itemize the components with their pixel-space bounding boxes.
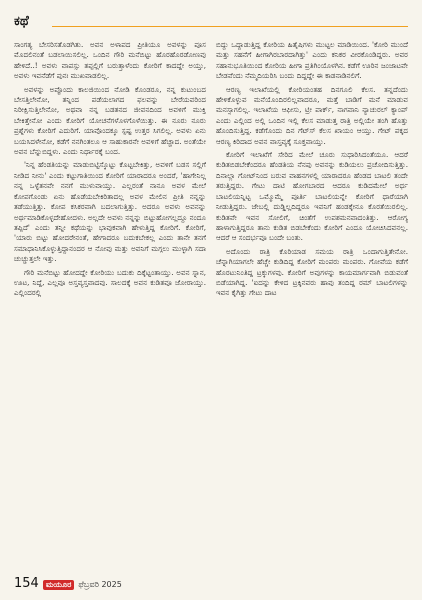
paragraph: ಅವಳನ್ನು ಅಪ್ಪೊಂದು ಕಾಲಜಿಯಿಂದ ನೋಡಿ ಕೊಂಡರೂ, ನನ್ನ ಕುಟುಂಬದ ಬೇಸತ್ತಿಲೇನೋ, ತನ್ನಿಂದ ಪಡೆಯಲಾಗದ ಫಲವನ್ನು ಬೇರೆಯವರಿಂದ ನಿರೀಕ್ಷಿಸುತ್ತಿಲೇನೋ, ಅಥವಾ ನನ್ನ ಬಡತನದ ಜೀವನದಿಂದ ಅವಳಿಗೆ ಮುಕ್ತಿ ಬೇಕಿತ್ತೇನೋ ಎಂದು ಕೋರಿಗೆ ಯೋಚನೆಗಳೊಳಗೊಳೆಯಿತ್ತು. ಈ ನೂರು ನೂರು ಪ್ರಶ್ನೆಗಳು ಕೋರಿಗೆ ಎದುರಿಗೆ. ಯಾವೊಂದಕ್ಕೂ ಸ್ಪಷ್ಟ ಉತ್ತರ ಸಿಗಲಿಲ್ಲ. ಅವಳು ಏನು ಬಯಸಿದಳೇನೋ, ಕಡೆಗೆ ನನಗಿಂತಲೂ ಆ ಸಾಹುಕಾರನೇ ಅವಳಿಗೆ ಹೆಚ್ಚಾದ. ಅಂತೆಯೇ ಅವನ ಬೆನ್ನುಬಿದ್ದಳು. ಎಂದು ನಿರ್ಧಾರಕ್ಕೆ ಬಂದ.: [14, 84, 206, 157]
header-divider: [52, 26, 408, 27]
paragraph: ಬಿದ್ದು ಒದ್ದಾಡುತ್ತಿದ್ದ ಕೋರಿಯ ಹಿತೈಷಿಗಳು ಮುಟ್ಟಲ ಮಾಡಿಯಿಂದ. 'ಕೋರಿ ಮುಂದೆ ಮತ್ತು ಸಹನೆಗೆ ಹೀಗಾಗಿರಬಾರದಾಗಿತ್ತು' ಎಂದು ಕನಿಕರ ವೀರಕೊಂಡಿದ್ದರು. ಅವರ ಸಹಾನುಭೂತಿಯಿಂದ ಕೋರಿಯ ಹೀಗಾ ಪ್ರತಿಗಿಂಯೊಳಗಿನ. ಕಡೆಗೆ ಊರಿನ ಜಂಜಾಟವೇ ಬೇಡವೆಂದು ನೆಮ್ಮದಿಯರಿಸಿ ಬಂದು ದಿದ್ದದ್ದೇ ಈ ಕಾಡನಾಡಿನಲಿಗೆ.: [216, 40, 408, 81]
paragraph: ಗೌರಿ ಮನೆಬಿಟ್ಟು ಹೋದದ್ದೇ ಕೋರಿಯು ಬದುಕು ದಿಕ್ಕೆಟ್ಟಂತಾಯ್ತು. ಅವನ ಸ್ನಾನ, ಊಟ, ನಿದ್ದೆ, ಎಲ್ಲವೂ ಅಸ್ತವ್ಯಸ್ತವಾದವು. ಸಾಲದಕ್ಕೆ ಅವನ ಕುಡಿತವೂ ಜೋರಾಯ್ತು. ಎಲ್ಲಿಂದರಲ್ಲಿ: [14, 267, 206, 298]
paragraph: ಸಾಂಗತ್ಯ ಬೇಸರಿಸತೊಡಗಿತು. ಅವನ ಅಳಾಪದ ಪ್ರೀತಿಯೂ ಅವಳನ್ನು ಪೂಸ ಮೊದಲಿನಂತೆ ಬಡಲಾಯಿಸಲಿಲ್ಲ. ಒಂದಿನ ಗೌರಿ ಮನೆಬಿಟ್ಟು ಹೊರಹೊರಡೋಣವು ಹೇಳಿದೆ..! ಅವಳು ವಾಪಸ್ಸು ತಪ್ಪಲ್ಲಿಗೆ ಬರುತ್ತಾಳೆಂದು ಕೋರಿಗೆ ಕಾದದ್ದೇ ಅಯ್ತು, ಅವಳು ಇವನೆಡೆಗೆ ಪುನಃ ಮುಖವಾಡಲಿಲ್ಲ.: [14, 40, 206, 81]
issue-date: ಫೆಬ್ರವರಿ 2025: [78, 580, 122, 589]
page-header: [14, 14, 408, 36]
magazine-logo: ಮಯೂರ: [43, 580, 75, 590]
left-column: [14, 40, 206, 572]
paragraph: ಅದೊಂದು ರಾತ್ರಿ ಕೊರಿಯಾಡ ಸಮಯ ರಾತ್ರಿ ಒಂದಾಗುತ್ತಿತೇನೋ. ಚೆನ್ನಾಗಿಯಾಗಲೇ ಹೆಚ್ಚೇ ಕುಡಿದಿದ್ದ ಕೋರಿಗೆ ಮಂಪರು ಮಂಪರು. ಗೋವೆಯ ಕಡೆಗೆ ಹೊರಟುನಿಂತಿದ್ದ ಟ್ರಕ್ಕುಗಳವು. ಕೋರಿಗೆ ಅವುಗಳನ್ನು ಕಾಯಮಾರ್ಗವಾಗಿ ಬಿಡುವಂತೆ ಬಿಡೆಯಾಗಿದ್ದ. 'ಐದನ್ನು ಕೇಳಿದ ಟ್ರಕ್ಕಿನವರು ಹಾವು ತಂದಿದ್ದ ರಮ್ ಬಾಟಲಿಗಳನ್ನು ಇವನ ಕೈಗಿತ್ತು ಗೇಟು ದಾಟ: [216, 246, 408, 298]
paragraph: ಆರಣ್ಯ ಇಲಾಖೆಯಲ್ಲಿ ಕೋರಿಯಂತಹ ದಿನಗೂಲಿ ಕೆಲಸ. ತನ್ನದೆಂದು ಹೇಳಿಕೊಳ್ಳುವ ಮನೆಯೊಂದಿರಲಿಲ್ಲವಾದರೂ, ಮತ್ತೆ ಬಾಡಿಗೆ ಮನೆ ಮಾಡುವ ಮನಸ್ಸಾಗಲಿಲ್ಲ. ಇಲಾಖೆಯ ಆಫೀಸು, ಟ್ರೀ ಪಾರ್ಕ್, ನಾಗವಾನಿ ನ್ಯಾಚುರಲ್ ಕ್ಯಾಂಪ್ ಎಂದು ಎಲ್ಲಿಂದ ಅಲ್ಲಿ ಒಂದಿನ ಇಲ್ಲಿ ಕೆಲಸ ಮಾಡುತ್ತ ರಾತ್ರಿ ಅಲ್ಲಿಯೇ ತಂಗಿ ಹೊತ್ತು ಹೊಂದಿಸುತ್ತಿದ್ದ. ಕಡೆಗೊಂದು ದಿನ ಗೆಟ್‌ಸ್ ಕೆಲಸ ಖಾಯಂ ಆಯ್ತು. ಗೇಟ್ ಪಕ್ಕದ ಆರಣ್ಯ ಕಿರಿದಾದ ಅವನ ವಾಸ್ತವ್ಯಕ್ಕೆ ಸೂಕ್ತವಾಯ್ತು.: [216, 84, 408, 146]
paragraph: 'ನಿನ್ನ ಹೆಂಡತಿಯನ್ನು ಮಾಡುಬಿಟ್ಟಿಸ್ಕೊಟ್ಟು ಕೊಟ್ಟಬೇಕಿತ್ತು, ಅವಳಿಗೆ ಬಡಸ ಸಲ್ಲಿಗೆ ನೀಡಿದ ನೀನು' ಎಂದು ಕಟ್ಟುಗಾತಿಯಿಂದ ಕೋರಿಗೆ ಯಾರಾದರೂ ಅಂದರೆ, 'ಹಾಗೇನಿಲ್ಲ ನನ್ನ ಒಳ್ಳೆತನವೇ ನನಗೆ ಮುಳುವಾಯ್ತು. ಎಲ್ಲರಂತೆ ನಾನೂ ಅವಳ ಮೇಲೆ ಕೋಪಗೊಂಡು ಏನು ಹೊಡೆಯಬೇಕಿರಿತಾದಲ್ಲ ಅವಳ ಮೇಲಿನ ಪ್ರೀತಿ ನನ್ನನ್ನು ತಡೆಯುತ್ತಿತ್ತು. ಕೋಪ ಕಸಿಕರವಾಗಿ ಬದಲಾಗುತ್ತಿತ್ತು. ಅದರೂ ಅವಳು ಅವನನ್ನು ಅರ್ಥಮಾಡಿಕೊಳ್ಳದೇಹೋದಳು. ಅಲ್ಲದೇ ಅವಳು ನನ್ನನ್ನು ಬಿಟ್ಟುಹೋಗಲ್ಲದ್ದೂ ನಂದೂ ತಪ್ಪಿದೆ' ಎಂದು ತನ್ನೀ ಕಥೆಯನ್ನು ಭಾವುಕವಾಗಿ ಹೇಳುತ್ತಿದ್ದ ಕೋರಿಗೆ. ಕೋರಿಗೆ, 'ಯಾರು ಬಿಟ್ಟು ಹೋದರೇನಂತೆ, ಹೇಗಾದರೂ ಬದುಕಬೇಕಲ್ಲ ಎಂದು ತಾನೇ ತನಗೆ ಸಮಾಧಾನಿಸಿಕೊಳ್ಳುತ್ತಿದ್ದಾನಂದರ ಆ ನೋವು ಮತ್ತು ಅವನಿಗೆ ಮಗ್ಗಲು ಮುಳ್ಳಾಗಿ ಸದಾ ಚುಚ್ಚುತ್ತಲೇ ಇತ್ತು.: [14, 160, 206, 264]
page-number: 154: [14, 576, 39, 591]
right-column: [216, 40, 408, 572]
paragraph: ಕೋರಿಗೆ ಇಲಾಖೆಗೆ ಸೇರಿದ ಮೇಲೆ ಚೂರು ಸುಧಾರಿಸಿದಂತೆಯೂ. ಆದರೆ ಕುಡಿತಬಿಡಬೇಕೆಂದರೂ ಹೆಂಡತಿಯ ನೆನಪು ಅವನನ್ನು ಕುಡಿಯಲು ಪ್ರಚೋದಿಸುತ್ತಿತ್ತು. ದಿನಾಲ್ಲಾ ಗೋಟ್‌ನಿಂದ ಬರುವ ವಾಹನಗಳಲ್ಲಿ ಯಾರಾದರೂ ಹೆಂಡದ ಬಾಟಲಿ ತಂದೇ ತರುತ್ತಿದ್ದರು. ಗೇಟು ದಾಟಿ ಹೋಗಬಾರದ ಆದರೂ ಕುಡಿದಮೇಲೆ ಅರ್ಧ ಬಾಟಲಿಯನ್ನಿಟ್ಟ ಒಮ್ಮೊಮ್ಮೆ ಪೂರ್ತಿ ಬಾಟಲಿಯನ್ನೇ ಕೋರಿಗೆ ಧಾರೆಯಾಗಿ ನೀಡುತ್ತಿದ್ದರು. ಜೇಬಲ್ಲಿ ದುಡ್ಡಿಲ್ಲದಿದ್ದರೂ ಇವನಿಗೆ ಹಂಡಕ್ಕೇನೂ ಕೊರತೆಯಿರಲಿಲ್ಲ. ಕುಡಿತವೇ ಇವನ ಸೋಲಿಗೆ, ಚಿಂತೆಗೆ ಉಪಶಮನವಾದಂತಿತ್ತು. ಆರೋಗ್ಯ ಹಾಳಾಗುತ್ತಿದ್ದರೂ ತಾನು ಕುಡಿತ ಬಿಡಬೇಕೆಂದು ಕೋರಿಗೆ ಎಂದೂ ಯೋಚಿಸಿದವನಲ್ಲ. ಆದರೆ ಆ ಸಂದರ್ಭವೂ ಬಂದೇ ಬಂತು.: [216, 150, 408, 243]
page-footer: [14, 576, 122, 590]
article-body: [14, 40, 408, 572]
section-label: ಕಥೆ: [14, 14, 29, 29]
